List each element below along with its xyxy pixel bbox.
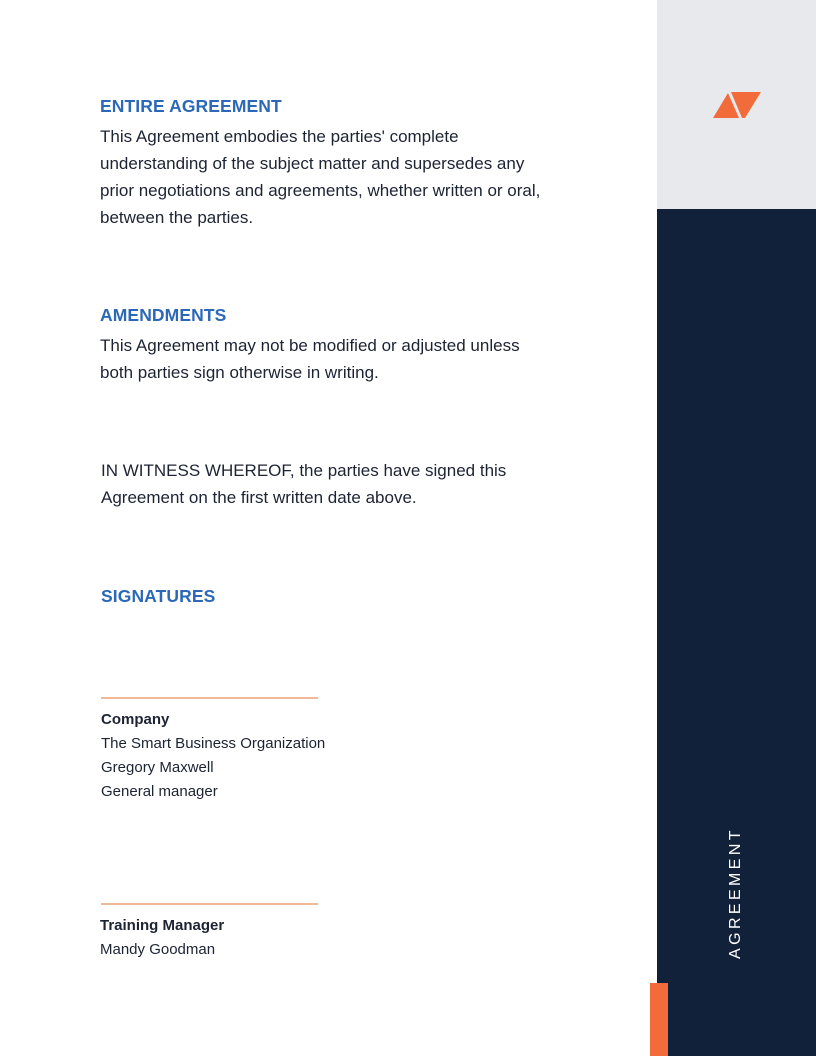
- orange-accent-bar: [650, 983, 668, 1056]
- text-line: This Agreement may not be modified or adjusted unless: [100, 336, 520, 355]
- signature-block-company: [101, 708, 325, 804]
- signature-title: Company: [101, 711, 170, 728]
- section-body-entire-agreement: [100, 123, 540, 231]
- section-heading-amendments: AMENDMENTS: [100, 305, 227, 325]
- signature-block-training-manager: [100, 914, 224, 962]
- signature-line-company: [101, 697, 318, 699]
- text-line: between the parties.: [100, 208, 254, 227]
- signature-title: Training Manager: [100, 917, 225, 934]
- signature-detail: The Smart Business Organization: [101, 735, 326, 752]
- text-line: Agreement on the first written date above.: [101, 488, 417, 507]
- text-line: both parties sign otherwise in writing.: [100, 363, 379, 382]
- signature-detail: General manager: [101, 783, 218, 800]
- section-heading-signatures: SIGNATURES: [101, 586, 216, 606]
- sidebar-vertical-title: AGREEMENT: [727, 827, 744, 959]
- section-heading-entire-agreement: ENTIRE AGREEMENT: [100, 96, 282, 116]
- text-line: understanding of the subject matter and supersedes any: [100, 154, 525, 173]
- signature-detail: Mandy Goodman: [100, 941, 216, 958]
- signature-detail: Gregory Maxwell: [101, 759, 214, 776]
- section-body-amendments: [100, 332, 520, 386]
- witness-statement: [101, 457, 506, 511]
- text-line: This Agreement embodies the parties' complete: [100, 127, 459, 146]
- text-line: IN WITNESS WHEREOF, the parties have signed this: [101, 461, 507, 480]
- text-line: prior negotiations and agreements, whether written or oral,: [100, 181, 541, 200]
- signature-line-training-manager: [101, 903, 318, 905]
- parallelogram-logo-icon: [713, 92, 761, 118]
